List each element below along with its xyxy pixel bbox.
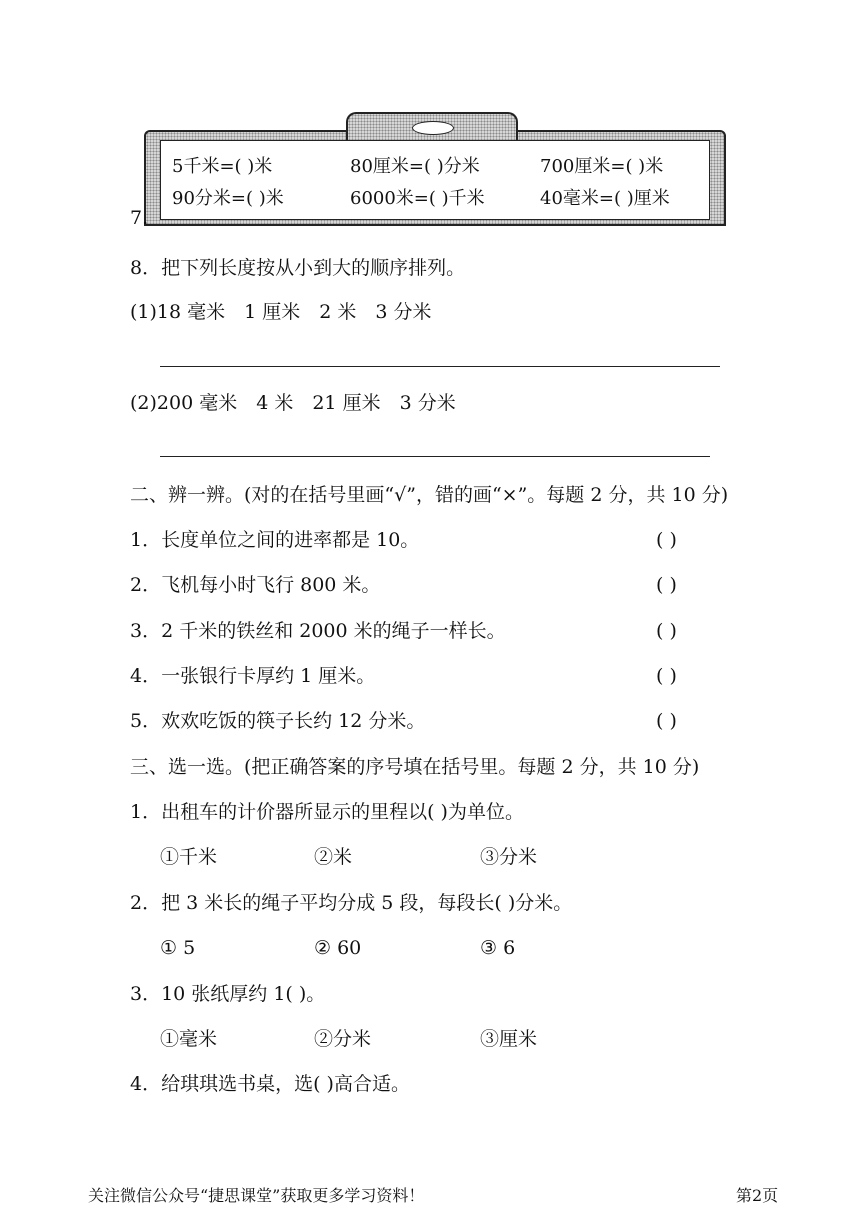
q7-number: 7. — [130, 207, 149, 229]
q8-part1: (1)18 毫米 1 厘米 2 米 3 分米 — [130, 301, 432, 323]
s3-q1-option-3[interactable]: ③分米 — [480, 846, 538, 868]
s3-q2-option-2[interactable]: ② 60 — [314, 937, 362, 959]
q7-cell-r1c3: 700厘米=( )米 — [540, 156, 664, 177]
q7-cell-r2c2: 6000米=( )千米 — [350, 188, 485, 209]
q8-answer-line-2[interactable] — [160, 456, 710, 457]
s2-item-5: 5．欢欢吃饭的筷子长约 12 分米。 — [130, 710, 426, 732]
q7-cell-r2c3: 40毫米=( )厘米 — [540, 188, 670, 209]
s2-item-3: 3．2 千米的铁丝和 2000 米的绳子一样长。 — [130, 620, 506, 642]
s2-item-1: 1．长度单位之间的进率都是 10。 — [130, 529, 420, 551]
s3-q3-option-3[interactable]: ③厘米 — [480, 1028, 538, 1050]
s2-item-2: 2．飞机每小时飞行 800 米。 — [130, 574, 381, 596]
section3-heading: 三、选一选。(把正确答案的序号填在括号里。每题 2 分，共 10 分) — [130, 756, 700, 778]
q7-cell-r1c2: 80厘米=( )分米 — [350, 156, 480, 177]
s2-item-4-answer[interactable]: ( ) — [656, 665, 677, 687]
q7-cell-r1c1: 5千米=( )米 — [172, 156, 273, 177]
s2-item-5-answer[interactable]: ( ) — [656, 710, 677, 732]
s2-item-4: 4．一张银行卡厚约 1 厘米。 — [130, 665, 376, 687]
s3-q3-option-2[interactable]: ②分米 — [314, 1028, 372, 1050]
q8-part2: (2)200 毫米 4 米 21 厘米 3 分米 — [130, 392, 456, 414]
q7-cell-r2c1: 90分米=( )米 — [172, 188, 284, 209]
q7-board-hole — [412, 121, 454, 135]
q8-title: 8．把下列长度按从小到大的顺序排列。 — [130, 257, 466, 279]
s3-q2-option-1[interactable]: ① 5 — [160, 937, 196, 959]
s3-q1-option-2[interactable]: ②米 — [314, 846, 353, 868]
section2-heading: 二、辨一辨。(对的在括号里画“√”，错的画“×”。每题 2 分，共 10 分) — [130, 484, 729, 506]
page-number: 第2页 — [736, 1186, 779, 1205]
s3-q1-option-1[interactable]: ①千米 — [160, 846, 218, 868]
s2-item-3-answer[interactable]: ( ) — [656, 620, 677, 642]
s3-q2: 2．把 3 米长的绳子平均分成 5 段，每段长( )分米。 — [130, 892, 573, 914]
s3-q4: 4．给琪琪选书桌，选( )高合适。 — [130, 1073, 410, 1095]
footer-promo: 关注微信公众号“捷思课堂”获取更多学习资料！ — [88, 1186, 425, 1205]
s3-q2-option-3[interactable]: ③ 6 — [480, 937, 516, 959]
s3-q3: 3．10 张纸厚约 1( )。 — [130, 983, 326, 1005]
s3-q1: 1．出租车的计价器所显示的里程以( )为单位。 — [130, 801, 524, 823]
q8-answer-line-1[interactable] — [160, 366, 720, 367]
s2-item-1-answer[interactable]: ( ) — [656, 529, 677, 551]
s2-item-2-answer[interactable]: ( ) — [656, 574, 677, 596]
s3-q3-option-1[interactable]: ①毫米 — [160, 1028, 218, 1050]
